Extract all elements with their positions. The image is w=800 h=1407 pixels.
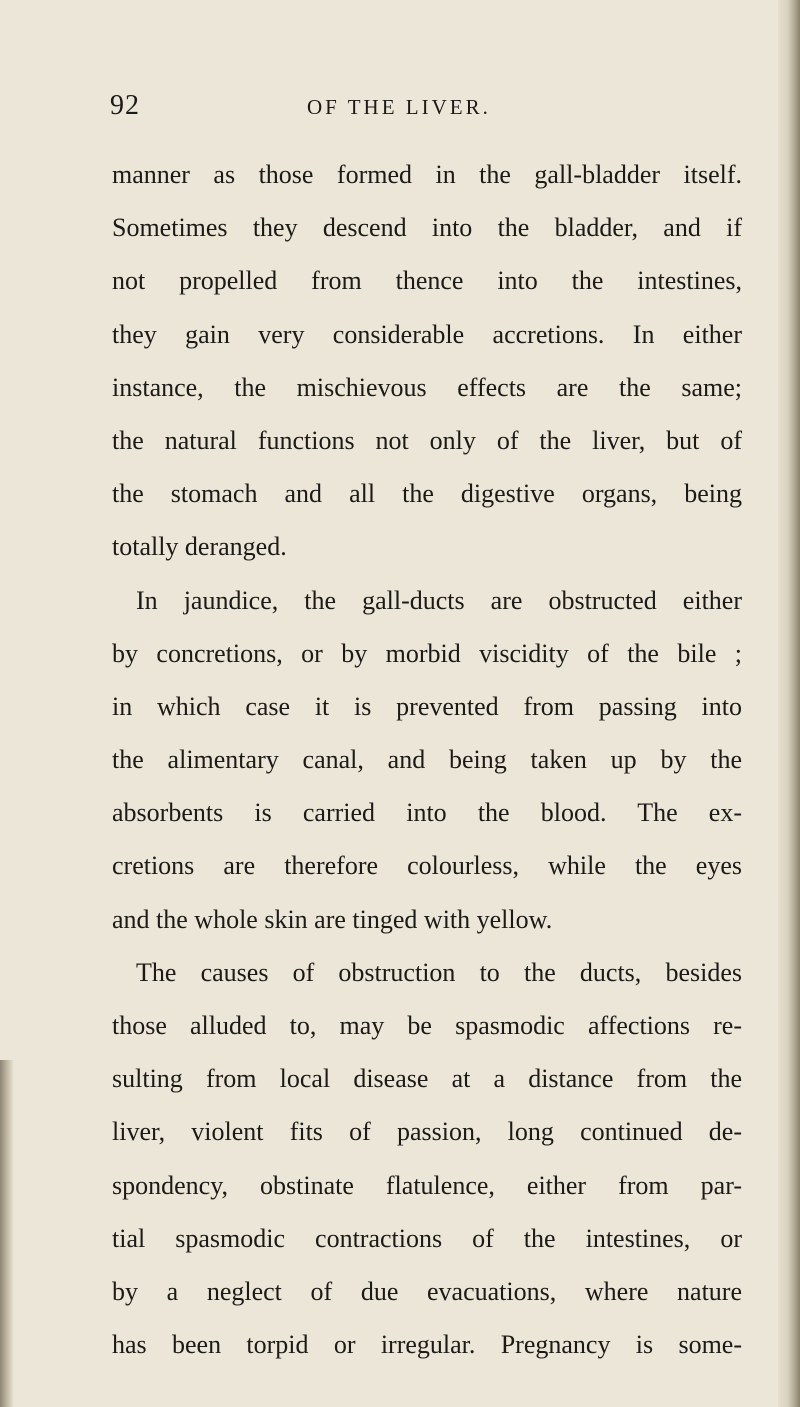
running-head: OF THE LIVER. bbox=[307, 95, 491, 119]
text-line: and the whole skin are tinged with yellow. bbox=[112, 904, 553, 934]
text-line: sulting from local disease at a distance from the bbox=[112, 1064, 742, 1094]
page-edge-shadow bbox=[778, 0, 800, 1407]
text-line: In jaundice, the gall-ducts are obstructed either bbox=[136, 585, 742, 615]
text-line: by concretions, or by morbid viscidity of the bile ; bbox=[112, 638, 742, 668]
binding-shadow bbox=[0, 1060, 14, 1407]
text-line: not propelled from thence into the intestines, bbox=[112, 266, 742, 296]
text-line: those alluded to, may be spasmodic affections re- bbox=[112, 1011, 742, 1040]
page-header bbox=[110, 90, 750, 130]
body-text bbox=[112, 148, 742, 1371]
text-line: instance, the mischievous effects are the same; bbox=[112, 372, 742, 402]
text-line: by a neglect of due evacuations, where nature bbox=[112, 1276, 742, 1306]
text-line: manner as those formed in the gall-bladder itself. bbox=[112, 160, 742, 189]
page-number: 92 bbox=[110, 90, 140, 121]
text-line: totally deranged. bbox=[112, 532, 287, 562]
text-line: the natural functions not only of the liver, but of bbox=[112, 425, 742, 455]
text-line: has been torpid or irregular. Pregnancy is some- bbox=[112, 1330, 742, 1360]
text-line: absorbents is carried into the blood. The ex- bbox=[112, 798, 742, 828]
text-line: tial spasmodic contractions of the intestines, or bbox=[112, 1223, 742, 1253]
text-line: they gain very considerable accretions. In either bbox=[112, 319, 742, 349]
text-line: in which case it is prevented from passing into bbox=[112, 691, 742, 721]
text-line: cretions are therefore colourless, while the eyes bbox=[112, 851, 742, 881]
text-line: The causes of obstruction to the ducts, besides bbox=[136, 957, 742, 987]
text-line: the alimentary canal, and being taken up by the bbox=[112, 745, 742, 775]
text-line: spondency, obstinate flatulence, either from par- bbox=[112, 1170, 742, 1200]
text-line: Sometimes they descend into the bladder, and if bbox=[112, 213, 742, 243]
text-line: the stomach and all the digestive organs, being bbox=[112, 479, 742, 509]
text-line: liver, violent fits of passion, long continued de- bbox=[112, 1117, 742, 1147]
